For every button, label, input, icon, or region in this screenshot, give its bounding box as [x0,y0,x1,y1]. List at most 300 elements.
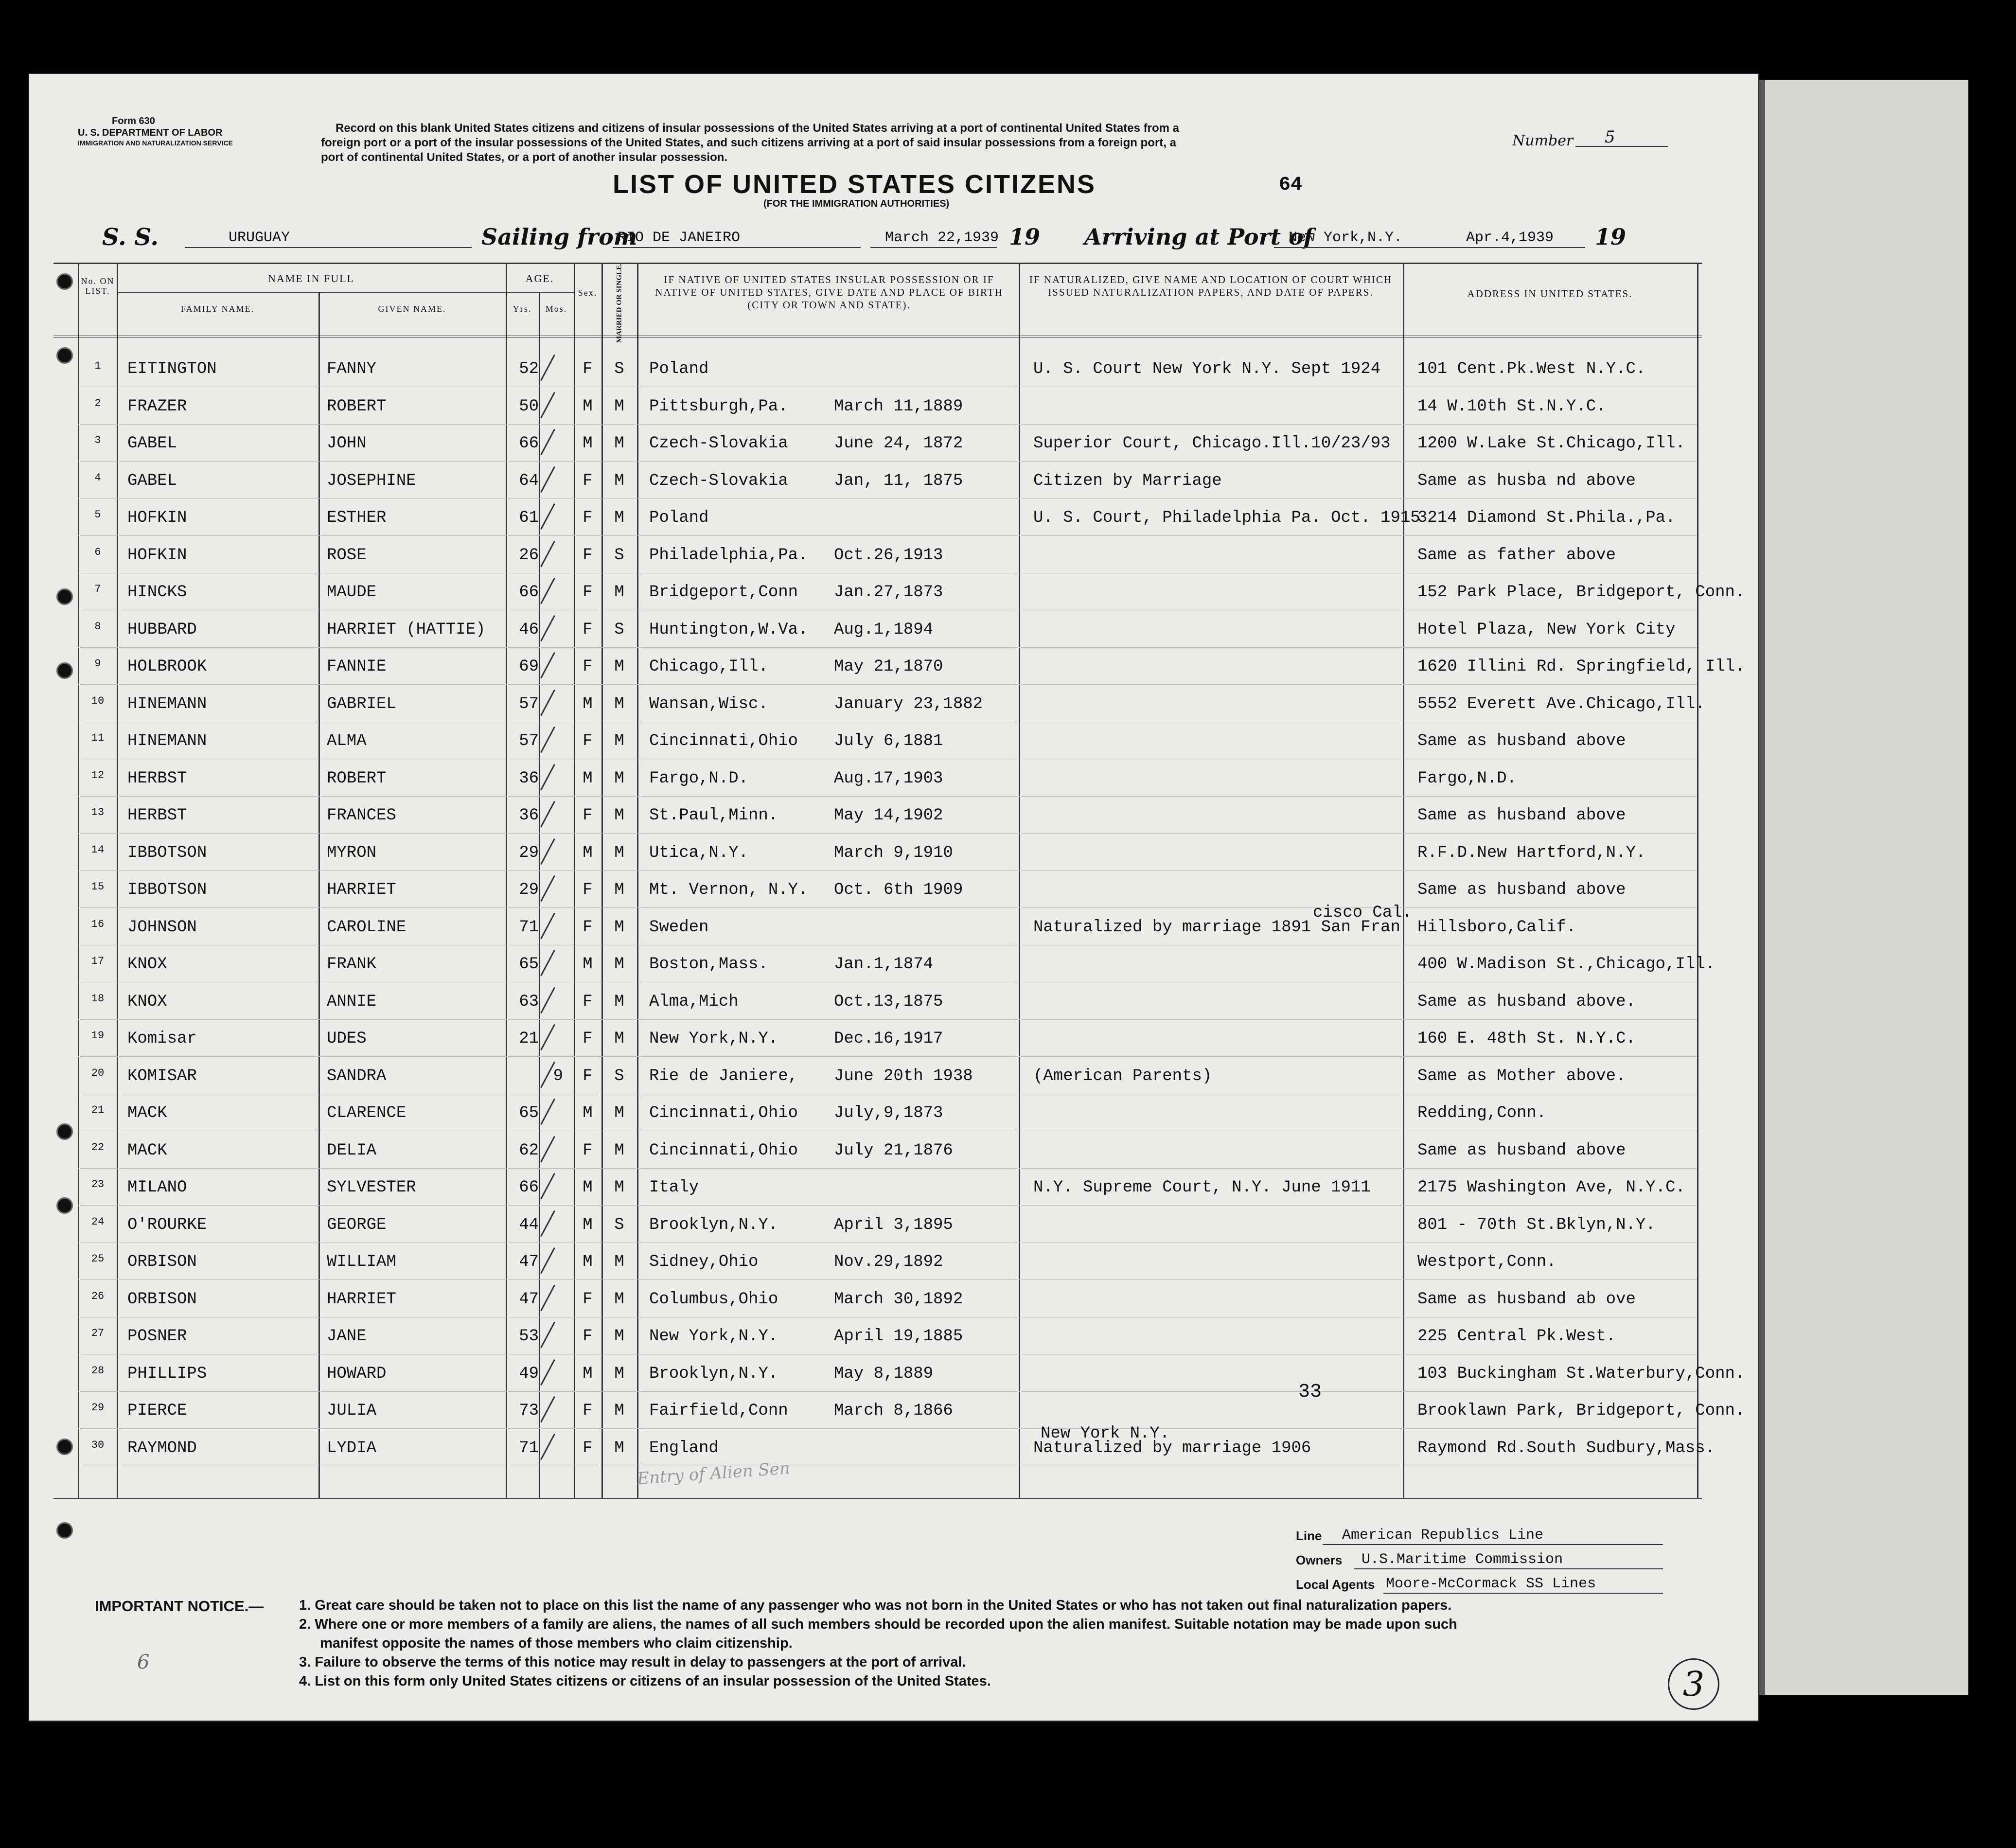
us-address[interactable]: 103 Buckingham St.Waterbury,Conn. [1417,1364,1745,1383]
marital-status[interactable]: M [614,1290,624,1309]
col-divider-address [1697,263,1698,1498]
us-address[interactable]: 225 Central Pk.West. [1417,1327,1616,1346]
us-address[interactable]: Same as Mother above. [1417,1066,1626,1085]
port-underline [1274,247,1459,248]
header-yrs: Yrs. [513,304,532,314]
family-name[interactable]: HOFKIN [127,509,187,527]
given-name[interactable]: ROBERT [327,769,387,788]
given-name[interactable]: FANNY [327,360,377,378]
marital-status[interactable]: S [614,1215,624,1234]
birth-date[interactable]: Jan.27,1873 [834,583,943,602]
age-years[interactable]: 69 [519,657,539,676]
age-years[interactable]: 66 [519,434,539,453]
given-name[interactable]: MYRON [327,843,377,862]
marital-status[interactable]: S [614,360,624,378]
us-address[interactable]: 160 E. 48th St. N.Y.C. [1417,1030,1636,1048]
punch-hole [56,662,73,679]
family-name[interactable]: ORBISON [127,1290,197,1309]
birth-place[interactable]: Czech-Slovakia [649,434,788,453]
sex[interactable]: F [583,1141,593,1160]
marital-status[interactable]: M [614,509,624,527]
birth-date[interactable]: March 8,1866 [834,1402,953,1420]
birth-date[interactable]: July,9,1873 [834,1104,943,1122]
birth-place[interactable]: Brooklyn,N.Y. [649,1215,778,1234]
number-value[interactable]: 5 [1605,127,1615,147]
birth-date[interactable]: July 21,1876 [834,1141,953,1160]
birth-date[interactable]: May 21,1870 [834,657,943,676]
us-address[interactable]: Same as husband above. [1417,992,1636,1011]
given-name[interactable]: CLARENCE [327,1104,407,1122]
sex[interactable]: F [583,1066,593,1085]
birth-place[interactable]: Cincinnati,Ohio [649,732,798,750]
age-years[interactable]: 71 [519,1439,539,1457]
naturalization-info-top[interactable]: New York N.Y. [1041,1424,1170,1443]
us-address[interactable]: 1200 W.Lake St.Chicago,Ill. [1417,434,1685,453]
row-number: 21 [91,1104,105,1116]
sex[interactable]: F [583,1030,593,1048]
header-mos: Mos. [545,304,567,314]
us-address[interactable]: Same as husband ab ove [1417,1290,1636,1309]
marital-status[interactable]: M [614,843,624,862]
birth-date[interactable]: Oct.26,1913 [834,546,943,565]
birth-place[interactable]: New York,N.Y. [649,1327,778,1346]
birth-place[interactable]: Bridgeport,Conn [649,583,798,602]
family-name[interactable]: MILANO [127,1178,187,1197]
us-address[interactable]: Hillsboro,Calif. [1417,918,1576,937]
birth-date[interactable]: Aug.17,1903 [834,769,943,788]
family-name[interactable]: O'ROURKE [127,1215,207,1234]
sex[interactable]: M [583,434,593,453]
given-name[interactable]: ROBERT [327,397,387,416]
naturalization-info[interactable]: Citizen by Marriage [1033,471,1222,490]
sex[interactable]: F [583,657,593,676]
birth-date[interactable]: Aug.1,1894 [834,620,934,639]
birth-place[interactable]: Wansan,Wisc. [649,694,768,713]
family-name[interactable]: GABEL [127,471,177,490]
age-years[interactable]: 21 [519,1030,539,1048]
naturalization-info[interactable]: U. S. Court, Philadelphia Pa. Oct. 1915 [1033,509,1420,527]
row-number: 14 [91,843,105,856]
marital-status[interactable]: M [614,1141,624,1160]
marital-status[interactable]: M [614,657,624,676]
family-name[interactable]: HERBST [127,769,187,788]
family-name[interactable]: HINCKS [127,583,187,602]
us-address[interactable]: Same as husband above [1417,806,1626,825]
birth-place[interactable]: Fargo,N.D. [649,769,749,788]
birth-date[interactable]: July 6,1881 [834,732,943,750]
sex[interactable]: F [583,360,593,378]
age-years[interactable]: 26 [519,546,539,565]
family-name[interactable]: HINEMANN [127,694,207,713]
marital-status[interactable]: S [614,620,624,639]
header-no: No. ON LIST. [81,276,115,296]
age-years[interactable]: 49 [519,1364,539,1383]
sex[interactable]: F [583,583,593,602]
naturalization-info[interactable]: Superior Court, Chicago.Ill.10/23/93 [1033,434,1391,453]
marital-status[interactable]: M [614,1327,624,1346]
punch-hole [56,588,73,605]
row-separator [78,424,1697,425]
sex[interactable]: F [583,992,593,1011]
family-name[interactable]: RAYMOND [127,1439,197,1457]
marital-status[interactable]: M [614,1104,624,1122]
family-name[interactable]: HERBST [127,806,187,825]
sex[interactable]: F [583,881,593,899]
given-name[interactable]: ROSE [327,546,367,565]
family-name[interactable]: MACK [127,1104,167,1122]
sex[interactable]: F [583,620,593,639]
birth-place[interactable]: Philadelphia,Pa. [649,546,808,565]
sex[interactable]: F [583,918,593,937]
sex[interactable]: M [583,1104,593,1122]
sex[interactable]: M [583,955,593,974]
family-name[interactable]: HINEMANN [127,732,207,750]
birth-date[interactable]: June 20th 1938 [834,1066,973,1085]
row-number: 13 [91,806,105,818]
family-name[interactable]: IBBOTSON [127,843,207,862]
sex[interactable]: F [583,546,593,565]
row-number: 10 [91,694,105,707]
marital-status[interactable]: M [614,992,624,1011]
age-years[interactable]: 29 [519,843,539,862]
given-name[interactable]: JULIA [327,1402,377,1420]
given-name[interactable]: HARRIET (HATTIE) [327,620,486,639]
given-name[interactable]: ESTHER [327,509,387,527]
birth-date[interactable]: May 14,1902 [834,806,943,825]
row-separator [78,498,1697,499]
us-address[interactable]: R.F.D.New Hartford,N.Y. [1417,843,1646,862]
naturalization-info[interactable]: Naturalized by marriage 1906 [1033,1439,1311,1457]
row-separator [78,1168,1697,1169]
us-address[interactable]: Same as husband above [1417,881,1626,899]
us-address[interactable]: Same as husba nd above [1417,471,1636,490]
family-name[interactable]: HUBBARD [127,620,197,639]
corner-circled-mark: 3 [1668,1658,1719,1710]
row-number: 1 [94,360,101,372]
birth-place[interactable]: Poland [649,360,709,378]
notice-item-2: 2. Where one or more members of a family are aliens, the names of all such members should be recorded upon the alien manifest. Suitable notation may be made upon such [299,1617,1457,1632]
age-years[interactable]: 53 [519,1327,539,1346]
family-name[interactable]: POSNER [127,1327,187,1346]
us-address[interactable]: 2175 Washington Ave, N.Y.C. [1417,1178,1685,1197]
us-address[interactable]: 5552 Everett Ave.Chicago,Ill. [1417,694,1705,713]
given-name[interactable]: JOSEPHINE [327,471,416,490]
given-name[interactable]: FRANCES [327,806,396,825]
sailing-port[interactable]: RIO DE JANEIRO [618,230,741,246]
given-name[interactable]: HARRIET [327,881,396,899]
birth-date[interactable]: April 3,1895 [834,1215,953,1234]
given-name[interactable]: UDES [327,1030,367,1048]
age-years[interactable]: 36 [519,806,539,825]
age-years[interactable]: 47 [519,1290,539,1309]
birth-place[interactable]: Fairfield,Conn [649,1402,788,1420]
naturalization-info[interactable]: (American Parents) [1033,1066,1212,1085]
marital-status[interactable]: M [614,1253,624,1271]
sex[interactable]: M [583,1178,593,1197]
header-sex: Sex. [578,288,598,298]
birth-date[interactable]: Nov.29,1892 [834,1253,943,1271]
row-number: 23 [91,1178,105,1191]
arrival-port[interactable]: New York,N.Y. [1289,230,1403,246]
birth-place[interactable]: Italy [649,1178,699,1197]
birth-date[interactable]: January 23,1882 [834,694,983,713]
birth-date[interactable]: Oct.13,1875 [834,992,943,1011]
ship-name[interactable]: URUGUAY [229,230,290,246]
age-years[interactable]: 71 [519,918,539,937]
birth-place[interactable]: Poland [649,509,709,527]
birth-date[interactable]: Jan.1,1874 [834,955,934,974]
birth-place[interactable]: Sweden [649,918,709,937]
given-name[interactable]: HOWARD [327,1364,387,1383]
family-name[interactable]: PIERCE [127,1402,187,1420]
given-name[interactable]: JOHN [327,434,367,453]
sail-date[interactable]: March 22,1939 [885,230,999,246]
marital-status[interactable]: M [614,1178,624,1197]
marital-status[interactable]: M [614,434,624,453]
age-years[interactable]: 66 [519,583,539,602]
arrive-date[interactable]: Apr.4,1939 [1466,230,1554,246]
age-years[interactable]: 66 [519,1178,539,1197]
family-name[interactable]: KNOX [127,955,167,974]
sex[interactable]: M [583,843,593,862]
row-number: 7 [94,583,101,595]
birth-place[interactable]: Boston,Mass. [649,955,768,974]
given-name[interactable]: LYDIA [327,1439,377,1457]
birth-place[interactable]: St.Paul,Minn. [649,806,778,825]
age-years[interactable]: 63 [519,992,539,1011]
agents-value[interactable]: Moore-McCormack SS Lines [1386,1576,1596,1592]
birth-place[interactable]: Sidney,Ohio [649,1253,759,1271]
marital-status[interactable]: M [614,583,624,602]
marital-status[interactable]: S [614,1066,624,1085]
marital-status[interactable]: S [614,546,624,565]
birth-place[interactable]: New York,N.Y. [649,1030,778,1048]
age-years[interactable]: 44 [519,1215,539,1234]
us-address[interactable]: Redding,Conn. [1417,1104,1547,1122]
sex[interactable]: F [583,1290,593,1309]
sex[interactable]: F [583,471,593,490]
ss-label: S. S. [102,224,159,251]
us-address[interactable]: Same as husband above [1417,732,1626,750]
sex[interactable]: F [583,1439,593,1457]
sex[interactable]: F [583,1327,593,1346]
us-address[interactable]: Same as husband above [1417,1141,1626,1160]
family-name[interactable]: KNOX [127,992,167,1011]
page-edge-shadow [1759,80,1765,1695]
owners-value[interactable]: U.S.Maritime Commission [1362,1551,1563,1568]
row-number: 12 [91,769,105,782]
birth-date[interactable]: Dec.16,1917 [834,1030,943,1048]
birth-date[interactable]: June 24, 1872 [834,434,963,453]
given-name[interactable]: ANNIE [327,992,377,1011]
family-name[interactable]: KOMISAR [127,1066,197,1085]
birth-place[interactable]: Rie de Janiere, [649,1066,798,1085]
punch-hole [56,1197,73,1214]
family-name[interactable]: MACK [127,1141,167,1160]
us-address[interactable]: Fargo,N.D. [1417,769,1517,788]
birth-date[interactable]: April 19,1885 [834,1327,963,1346]
punch-hole [56,273,73,290]
given-name[interactable]: CAROLINE [327,918,407,937]
age-years[interactable]: 57 [519,732,539,750]
birth-date[interactable]: March 30,1892 [834,1290,963,1309]
header-address: ADDRESS IN UNITED STATES. [1467,288,1633,300]
age-years[interactable]: 29 [519,881,539,899]
sex[interactable]: M [583,694,593,713]
age-years[interactable]: 62 [519,1141,539,1160]
marital-status[interactable]: M [614,918,624,937]
birth-place[interactable]: Huntington,W.Va. [649,620,808,639]
marital-status[interactable]: M [614,732,624,750]
age-years[interactable]: 52 [519,360,539,378]
us-address[interactable]: 3214 Diamond St.Phila.,Pa. [1417,509,1676,527]
age-years[interactable]: 47 [519,1253,539,1271]
given-name[interactable]: MAUDE [327,583,377,602]
birth-place[interactable]: Alma,Mich [649,992,739,1011]
us-address[interactable]: Hotel Plaza, New York City [1417,620,1676,639]
birth-place[interactable]: England [649,1439,719,1457]
age-years[interactable]: 64 [519,471,539,490]
sex[interactable]: M [583,769,593,788]
line-value[interactable]: American Republics Line [1342,1527,1544,1544]
birth-date[interactable]: Jan, 11, 1875 [834,471,963,490]
marital-status[interactable]: M [614,397,624,416]
arriving-label: Arriving at Port of [1084,224,1313,250]
row-number: 11 [91,732,105,744]
age-years[interactable]: 65 [519,1104,539,1122]
sex[interactable]: M [583,397,593,416]
us-address[interactable]: Same as father above [1417,546,1616,565]
given-name[interactable]: HARRIET [327,1290,396,1309]
family-name[interactable]: IBBOTSON [127,881,207,899]
sex[interactable]: M [583,1253,593,1271]
service-name: IMMIGRATION AND NATURALIZATION SERVICE [78,139,233,147]
sex[interactable]: F [583,732,593,750]
naturalization-info[interactable]: Naturalized by marriage 1891 San Fran [1033,918,1400,937]
given-name[interactable]: GABRIEL [327,694,396,713]
family-name[interactable]: FRAZER [127,397,187,416]
family-name[interactable]: GABEL [127,434,177,453]
birth-place[interactable]: Cincinnati,Ohio [649,1104,798,1122]
given-name[interactable]: SANDRA [327,1066,387,1085]
birth-date[interactable]: Oct. 6th 1909 [834,881,963,899]
birth-place[interactable]: Columbus,Ohio [649,1290,778,1309]
us-address[interactable]: 801 - 70th St.Bklyn,N.Y. [1417,1215,1656,1234]
header-birth: IF NATIVE OF UNITED STATES INSULAR POSSESSION OR IF NATIVE OF UNITED STATES, GIVE DATE AND PLACE OF BIRTH (CITY OR TOWN AND STATE). [655,274,1003,311]
marital-status[interactable]: M [614,955,624,974]
age-years[interactable]: 65 [519,955,539,974]
age-years[interactable]: 46 [519,620,539,639]
marital-status[interactable]: M [614,806,624,825]
marital-status[interactable]: M [614,1030,624,1048]
age-years[interactable]: 61 [519,509,539,527]
family-name[interactable]: EITINGTON [127,360,217,378]
given-name[interactable]: FANNIE [327,657,387,676]
birth-place[interactable]: Utica,N.Y. [649,843,749,862]
page-stamp-number: 64 [1279,174,1303,196]
family-name[interactable]: ORBISON [127,1253,197,1271]
given-name[interactable]: WILLIAM [327,1253,396,1271]
sex[interactable]: M [583,1364,593,1383]
year-suffix-1: 19 [1009,224,1041,250]
row-number: 15 [91,881,105,893]
marital-status[interactable]: M [614,1439,624,1457]
us-address[interactable]: 400 W.Madison St.,Chicago,Ill. [1417,955,1715,974]
birth-date[interactable]: March 11,1889 [834,397,963,416]
row-separator [78,1019,1697,1020]
marital-status[interactable]: M [614,769,624,788]
marital-status[interactable]: M [614,1364,624,1383]
row-separator [78,684,1697,685]
family-name[interactable]: JOHNSON [127,918,197,937]
marital-status[interactable]: M [614,471,624,490]
birth-place[interactable]: Chicago,Ill. [649,657,768,676]
age-years[interactable]: 50 [519,397,539,416]
given-name[interactable]: JANE [327,1327,367,1346]
age-years[interactable]: 73 [519,1402,539,1420]
row-separator [78,796,1697,797]
birth-date[interactable]: May 8,1889 [834,1364,934,1383]
family-name[interactable]: PHILLIPS [127,1364,207,1383]
naturalization-info[interactable]: U. S. Court New York N.Y. Sept 1924 [1033,360,1381,378]
marital-status[interactable]: M [614,881,624,899]
left-margin-mark: 6 [137,1651,150,1673]
col-divider-nat [1403,263,1404,1498]
family-name[interactable]: HOLBROOK [127,657,207,676]
age-months[interactable]: 9 [553,1066,563,1085]
naturalization-info[interactable]: N.Y. Supreme Court, N.Y. June 1911 [1033,1178,1371,1197]
us-address[interactable]: 14 W.10th St.N.Y.C. [1417,397,1606,416]
us-address[interactable]: Raymond Rd.South Sudbury,Mass. [1417,1439,1715,1457]
sex[interactable]: F [583,1402,593,1420]
us-address[interactable]: 101 Cent.Pk.West N.Y.C. [1417,360,1646,378]
col-divider-no [78,263,79,1498]
year-suffix-2: 19 [1595,224,1627,250]
sex[interactable]: M [583,1215,593,1234]
us-address[interactable]: Westport,Conn. [1417,1253,1556,1271]
birth-place[interactable]: Czech-Slovakia [649,471,788,490]
us-address[interactable]: 152 Park Place, Bridgeport, Conn. [1417,583,1745,602]
family-name[interactable]: Komisar [127,1030,197,1048]
birth-date[interactable]: March 9,1910 [834,843,953,862]
ship-underline [185,247,472,248]
birth-place[interactable]: Cincinnati,Ohio [649,1141,798,1160]
birth-place[interactable]: Pittsburgh,Pa. [649,397,788,416]
us-address[interactable]: Brooklawn Park, Bridgeport, Conn. [1417,1402,1745,1420]
row-number: 4 [94,471,101,484]
naturalization-info-top[interactable]: cisco Cal. [1313,903,1413,922]
age-years[interactable]: 36 [519,769,539,788]
agents-label: Local Agents [1296,1577,1375,1592]
given-name[interactable]: ALMA [327,732,367,750]
given-name[interactable]: DELIA [327,1141,377,1160]
header-name-full: NAME IN FULL [268,272,354,284]
given-name[interactable]: FRANK [327,955,377,974]
marital-status[interactable]: M [614,694,624,713]
form-number: Form 630 [112,116,155,126]
family-name[interactable]: HOFKIN [127,546,187,565]
sex[interactable]: F [583,509,593,527]
age-years[interactable]: 57 [519,694,539,713]
birth-place[interactable]: Brooklyn,N.Y. [649,1364,778,1383]
marital-status[interactable]: M [614,1402,624,1420]
row-separator [78,1428,1697,1429]
birth-place[interactable]: Mt. Vernon, N.Y. [649,881,808,899]
given-name[interactable]: GEORGE [327,1215,387,1234]
given-name[interactable]: SYLVESTER [327,1178,416,1197]
sex[interactable]: F [583,806,593,825]
us-address[interactable]: 1620 Illini Rd. Springfield, Ill. [1417,657,1745,676]
